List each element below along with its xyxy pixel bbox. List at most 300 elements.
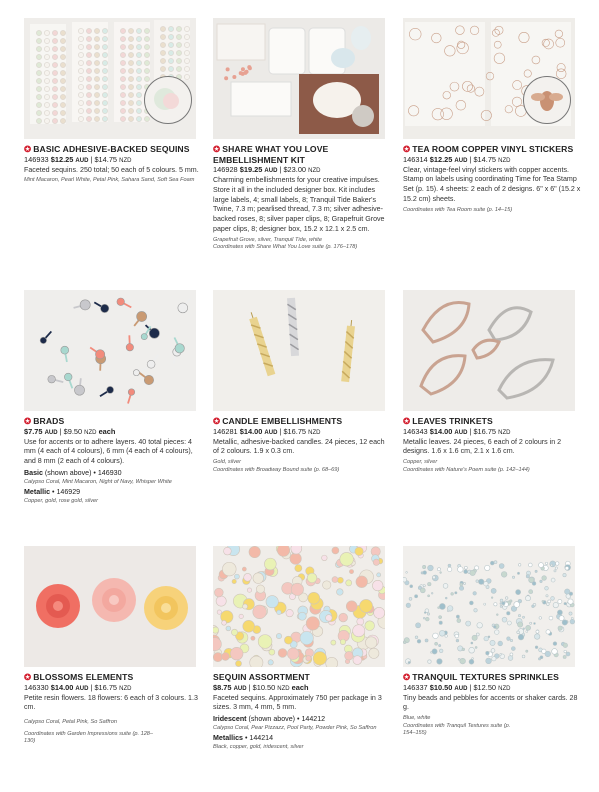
decorative-dot [490,640,495,645]
decorative-dot [469,601,473,605]
decorative-dot [160,66,165,71]
decorative-dot [540,656,543,659]
decorative-dot [435,642,438,645]
decorative-dot [353,656,362,665]
decorative-dot [128,100,133,105]
decorative-dot [485,565,490,570]
decorative-dot [534,623,536,625]
decorative-dot [469,647,475,653]
decorative-dot [243,620,255,632]
decorative-dot [486,651,490,655]
decorative-dot [357,618,364,625]
decorative-dot [120,100,125,105]
decorative-dot [94,92,99,97]
decorative-dot [36,94,41,99]
decorative-dot [425,617,429,621]
decorative-dot [44,102,49,107]
decorative-dot [168,26,173,31]
decorative-dot [476,633,479,636]
decorative-dot [447,610,449,612]
decorative-dot [243,71,247,75]
decorative-dot [60,70,65,75]
decorative-dot [535,646,538,649]
decorative-dot [462,648,465,651]
decorative-dot [60,78,65,83]
decorative-dot [117,298,125,306]
decorative-dot [120,52,125,57]
decorative-dot [102,60,107,65]
new-badge-icon: ✪ [24,144,32,154]
decorative-dot [136,76,141,81]
decorative-dot [36,46,41,51]
decorative-dot [532,605,535,608]
decorative-dot [36,70,41,75]
decorative-dot [160,58,165,63]
decorative-dot [128,92,133,97]
decorative-dot [464,582,466,584]
decorative-dot [147,360,155,368]
decorative-dot [176,34,181,39]
decorative-dot [144,68,149,73]
decorative-dot [491,649,495,653]
product-coordinates: Coordinates with Tranquil Textures suite (p. 154–155) [403,722,511,737]
decorative-dot [424,612,426,614]
decorative-dot [86,92,91,97]
decorative-dot [102,108,107,113]
decorative-dot [149,328,159,338]
decorative-dot [377,573,381,577]
product-title: SEQUIN ASSORTMENT [213,672,310,682]
decorative-dot [458,567,464,573]
decorative-dot [374,607,385,618]
decorative-dot [256,585,264,593]
decorative-dot [144,36,149,41]
decorative-dot [60,86,65,91]
decorative-dot [410,585,413,588]
decorative-dot [178,303,188,313]
decorative-dot [86,60,91,65]
decorative-dot [290,553,301,564]
decorative-dot [313,652,326,665]
decorative-dot [432,649,437,654]
decorative-dot [455,592,457,594]
decorative-dot [95,350,104,359]
decorative-dot [52,70,57,75]
decorative-dot [415,595,418,598]
decorative-dot [128,28,133,33]
decorative-dot [469,659,474,664]
decorative-dot [518,614,520,616]
decorative-dot [542,576,547,581]
decorative-dot [502,617,507,622]
decorative-dot [445,597,447,599]
decorative-dot [369,648,379,658]
decorative-dot [307,573,317,583]
product-colors: Mint Macaron, Pearl White, Petal Pink, Sahara Sand, Soft Sea Foam [24,177,195,184]
decorative-dot [78,52,83,57]
decorative-dot [428,565,434,571]
decorative-dot [475,646,477,648]
product-colors: Copper, silver [403,459,438,466]
decorative-dot [526,631,528,633]
decorative-dot [529,590,533,594]
decorative-dot [553,602,558,607]
product-coordinates: Coordinates with Tea Room suite (p. 14–15) [403,206,513,213]
decorative-dot [306,656,311,661]
decorative-dot [128,52,133,57]
decorative-dot [60,54,65,59]
decorative-dot [60,102,65,107]
decorative-dot [176,66,181,71]
decorative-dot [136,92,141,97]
decorative-dot [471,642,473,644]
decorative-dot [558,626,562,630]
decorative-dot [339,613,348,622]
decorative-dot [44,94,49,99]
decorative-dot [176,58,181,63]
decorative-dot [86,68,91,73]
decorative-dot [52,118,57,123]
decorative-dot [460,658,466,664]
decorative-dot [78,28,83,33]
decorative-dot [460,583,463,586]
decorative-dot [226,67,230,71]
product-photo-share-kit [213,18,385,139]
decorative-dot [86,52,91,57]
decorative-dot [437,659,443,665]
decorative-dot [128,60,133,65]
decorative-dot [501,571,507,577]
product-photo-tranquil-textures [403,546,575,667]
decorative-dot [78,108,83,113]
decorative-dot [488,636,490,638]
decorative-dot [326,615,333,622]
decorative-dot [455,634,459,638]
decorative-dot [78,116,83,121]
detail-inset [144,76,192,124]
decorative-dot [438,607,440,609]
decorative-dot [102,68,107,73]
decorative-dot [511,647,515,651]
product-price: 146337 $10.50 AUD | $12.50 NZD [403,682,511,692]
decorative-dot [78,76,83,81]
decorative-dot [268,660,273,665]
product-coordinates: Coordinates with Nature's Poem suite (p. 142–144) [403,466,530,473]
decorative-dot [353,625,365,637]
decorative-dot [136,28,141,33]
detail-inset [523,76,571,124]
decorative-dot [479,579,484,584]
new-badge-icon: ✪ [24,672,32,682]
decorative-dot [120,68,125,73]
decorative-dot [102,52,107,57]
decorative-dot [456,639,459,642]
decorative-dot [472,635,477,640]
decorative-dot [74,385,84,395]
decorative-dot [52,46,57,51]
product-title: ✪ BLOSSOMS ELEMENTS [24,672,134,682]
decorative-dot [248,66,252,70]
decorative-dot [44,54,49,59]
decorative-dot [564,650,567,653]
decorative-dot [86,44,91,49]
decorative-dot [258,635,272,649]
decorative-dot [78,60,83,65]
decorative-dot [295,565,302,572]
decorative-dot [120,36,125,41]
decorative-dot [160,26,165,31]
decorative-dot [94,84,99,89]
decorative-dot [120,92,125,97]
decorative-dot [44,70,49,75]
decorative-dot [546,595,548,597]
decorative-dot [102,36,107,41]
decorative-dot [94,52,99,57]
decorative-dot [94,60,99,65]
decorative-dot [168,50,173,55]
decorative-dot [346,601,357,612]
decorative-dot [101,304,109,312]
decorative-dot [276,633,281,638]
decorative-dot [428,595,430,597]
variant-metallic: Metallic • 146929 [24,488,81,497]
decorative-dot [36,86,41,91]
product-title: ✪ SHARE WHAT YOU LOVE EMBELLISHMENT KIT [213,144,329,165]
decorative-dot [332,577,338,583]
decorative-dot [44,86,49,91]
decorative-dot [423,617,425,619]
decorative-dot [78,84,83,89]
decorative-dot [224,547,232,555]
decorative-dot [277,610,282,615]
decorative-dot [128,68,133,73]
product-coordinates: Coordinates with Share What You Love suite (p. 176–178) [213,244,358,251]
product-title: ✪ TRANQUIL TEXTURES SPRINKLES [403,672,559,682]
decorative-dot [551,597,555,601]
decorative-dot [136,68,141,73]
new-badge-icon: ✪ [403,416,411,426]
decorative-dot [431,592,433,594]
variant-basic-colors: Calypso Coral, Mint Macaron, Night of Navy, Whisper White [24,478,172,485]
decorative-dot [500,653,502,655]
decorative-dot [120,84,125,89]
decorative-dot [464,566,467,569]
product-photo-sequin-assortment [213,546,385,667]
decorative-dot [528,563,532,567]
decorative-dot [52,86,57,91]
new-badge-icon: ✪ [213,416,221,426]
decorative-dot [52,94,57,99]
decorative-dot [526,575,529,578]
decorative-dot [510,639,512,641]
decorative-dot [518,564,520,566]
product-price: $7.75 AUD | $9.50 NZD each [24,426,116,436]
product-photo-sequins [24,18,196,139]
decorative-dot [403,641,406,644]
decorative-dot [507,612,510,615]
decorative-dot [420,588,425,593]
decorative-dot [107,386,114,393]
decorative-dot [525,596,530,601]
decorative-dot [120,116,125,121]
decorative-dot [133,370,139,376]
decorative-dot [493,626,496,629]
decorative-dot [491,588,496,593]
decorative-dot [492,657,496,661]
decorative-dot [36,78,41,83]
decorative-dot [360,599,373,612]
decorative-dot [559,616,564,621]
decorative-dot [526,625,531,630]
decorative-dot [474,609,477,612]
product-price: 146281 $14.00 AUD | $16.75 NZD [213,426,321,436]
decorative-dot [136,36,141,41]
decorative-dot [323,581,331,589]
decorative-dot [249,546,260,557]
decorative-dot [439,603,445,609]
decorative-dot [510,653,513,656]
variant-iridescent-colors: Calypso Coral, Pear Pizzazz, Pool Party, Powder Pink, So Saffron [213,724,377,731]
product-colors: Calypso Coral, Petal Pink, So Saffron [24,719,117,726]
product-title: ✪ BASIC ADHESIVE-BACKED SEQUINS [24,144,190,154]
decorative-dot [120,28,125,33]
variant-metallics: Metallics • 144214 [213,734,274,743]
decorative-dot [176,42,181,47]
decorative-dot [102,116,107,121]
decorative-dot [184,42,189,47]
decorative-dot [406,603,411,608]
decorative-dot [128,36,133,41]
decorative-dot [60,110,65,115]
decorative-dot [332,547,339,554]
decorative-dot [470,570,475,575]
decorative-dot [523,628,525,630]
decorative-dot [136,60,141,65]
decorative-dot [428,582,431,585]
new-badge-icon: ✪ [403,672,411,682]
decorative-dot [94,36,99,41]
decorative-dot [415,636,418,639]
decorative-dot [340,552,354,566]
decorative-dot [291,546,302,554]
decorative-dot [448,564,451,567]
decorative-dot [425,639,428,642]
decorative-dot [365,637,376,648]
decorative-dot [529,577,534,582]
decorative-dot [239,614,243,618]
product-price: 146330 $14.00 AUD | $16.75 NZD [24,682,132,692]
decorative-dot [494,603,497,606]
decorative-dot [78,100,83,105]
decorative-dot [214,588,223,597]
product-title: ✪ LEAVES TRINKETS [403,416,493,426]
decorative-dot [184,50,189,55]
decorative-dot [213,653,222,662]
decorative-dot [136,84,141,89]
decorative-dot [517,572,519,574]
decorative-dot [428,660,431,663]
decorative-dot [60,30,65,35]
decorative-dot [514,602,520,608]
decorative-dot [337,577,343,583]
decorative-dot [120,44,125,49]
decorative-dot [486,658,492,664]
decorative-dot [241,67,245,71]
decorative-dot [52,110,57,115]
decorative-dot [266,596,278,608]
decorative-dot [439,649,443,653]
decorative-dot [476,580,479,583]
decorative-dot [86,84,91,89]
decorative-dot [144,28,149,33]
decorative-dot [94,100,99,105]
decorative-dot [536,630,539,633]
decorative-dot [284,636,292,644]
decorative-dot [331,640,336,645]
decorative-dot [232,579,236,583]
decorative-dot [120,108,125,113]
decorative-dot [322,555,328,561]
decorative-dot [287,648,299,660]
decorative-dot [545,651,551,657]
decorative-dot [432,576,435,579]
decorative-dot [128,389,135,396]
decorative-dot [563,643,568,648]
decorative-dot [564,602,566,604]
new-badge-icon: ✪ [403,144,411,154]
decorative-dot [44,118,49,123]
decorative-dot [403,577,407,582]
product-description: Charming embellishments for your creative impulses. Store it all in the included designer box. Kit includes large labels, 4; small labels, 8; Tranquil Tide Baker's Twine, 7.3 m; pearlised thread, 7.3 m; silver adhesive-backed roses, 8; silver paper clips, 8; Grapefruit Grove paper clips, 8; designer box, 15.2 x 12.1 x 2.5 cm. [213,176,385,233]
decorative-dot [36,62,41,67]
decorative-dot [36,102,41,107]
decorative-dot [565,566,568,569]
decorative-dot [221,653,229,661]
product-description: Tiny beads and pebbles for accents or shaker cards. 28 g. [403,693,578,712]
decorative-dot [102,100,107,105]
decorative-dot [230,647,243,660]
decorative-dot [102,76,107,81]
decorative-dot [80,300,90,310]
decorative-dot [86,100,91,105]
decorative-dot [439,630,445,636]
decorative-dot [439,644,441,646]
decorative-dot [60,38,65,43]
decorative-dot [239,71,243,75]
product-description: Faceted sequins. 250 total; 50 each of 5 colours. 5 mm. [24,165,199,174]
decorative-dot [277,546,290,556]
decorative-dot [136,52,141,57]
decorative-dot [430,652,432,654]
decorative-dot [168,42,173,47]
decorative-dot [549,616,553,620]
decorative-dot [551,578,555,582]
decorative-dot [554,570,556,572]
decorative-dot [136,108,141,113]
decorative-dot [439,616,442,619]
decorative-dot [518,634,524,640]
decorative-dot [422,565,425,568]
variant-basic: Basic (shown above) • 146930 [24,468,122,477]
product-price: 146343 $14.00 AUD | $16.75 NZD [403,426,511,436]
decorative-dot [494,561,497,564]
decorative-dot [291,583,303,595]
decorative-dot [433,633,439,639]
decorative-dot [500,605,502,607]
decorative-dot [568,599,573,604]
decorative-dot [563,655,566,658]
decorative-dot [300,631,313,644]
